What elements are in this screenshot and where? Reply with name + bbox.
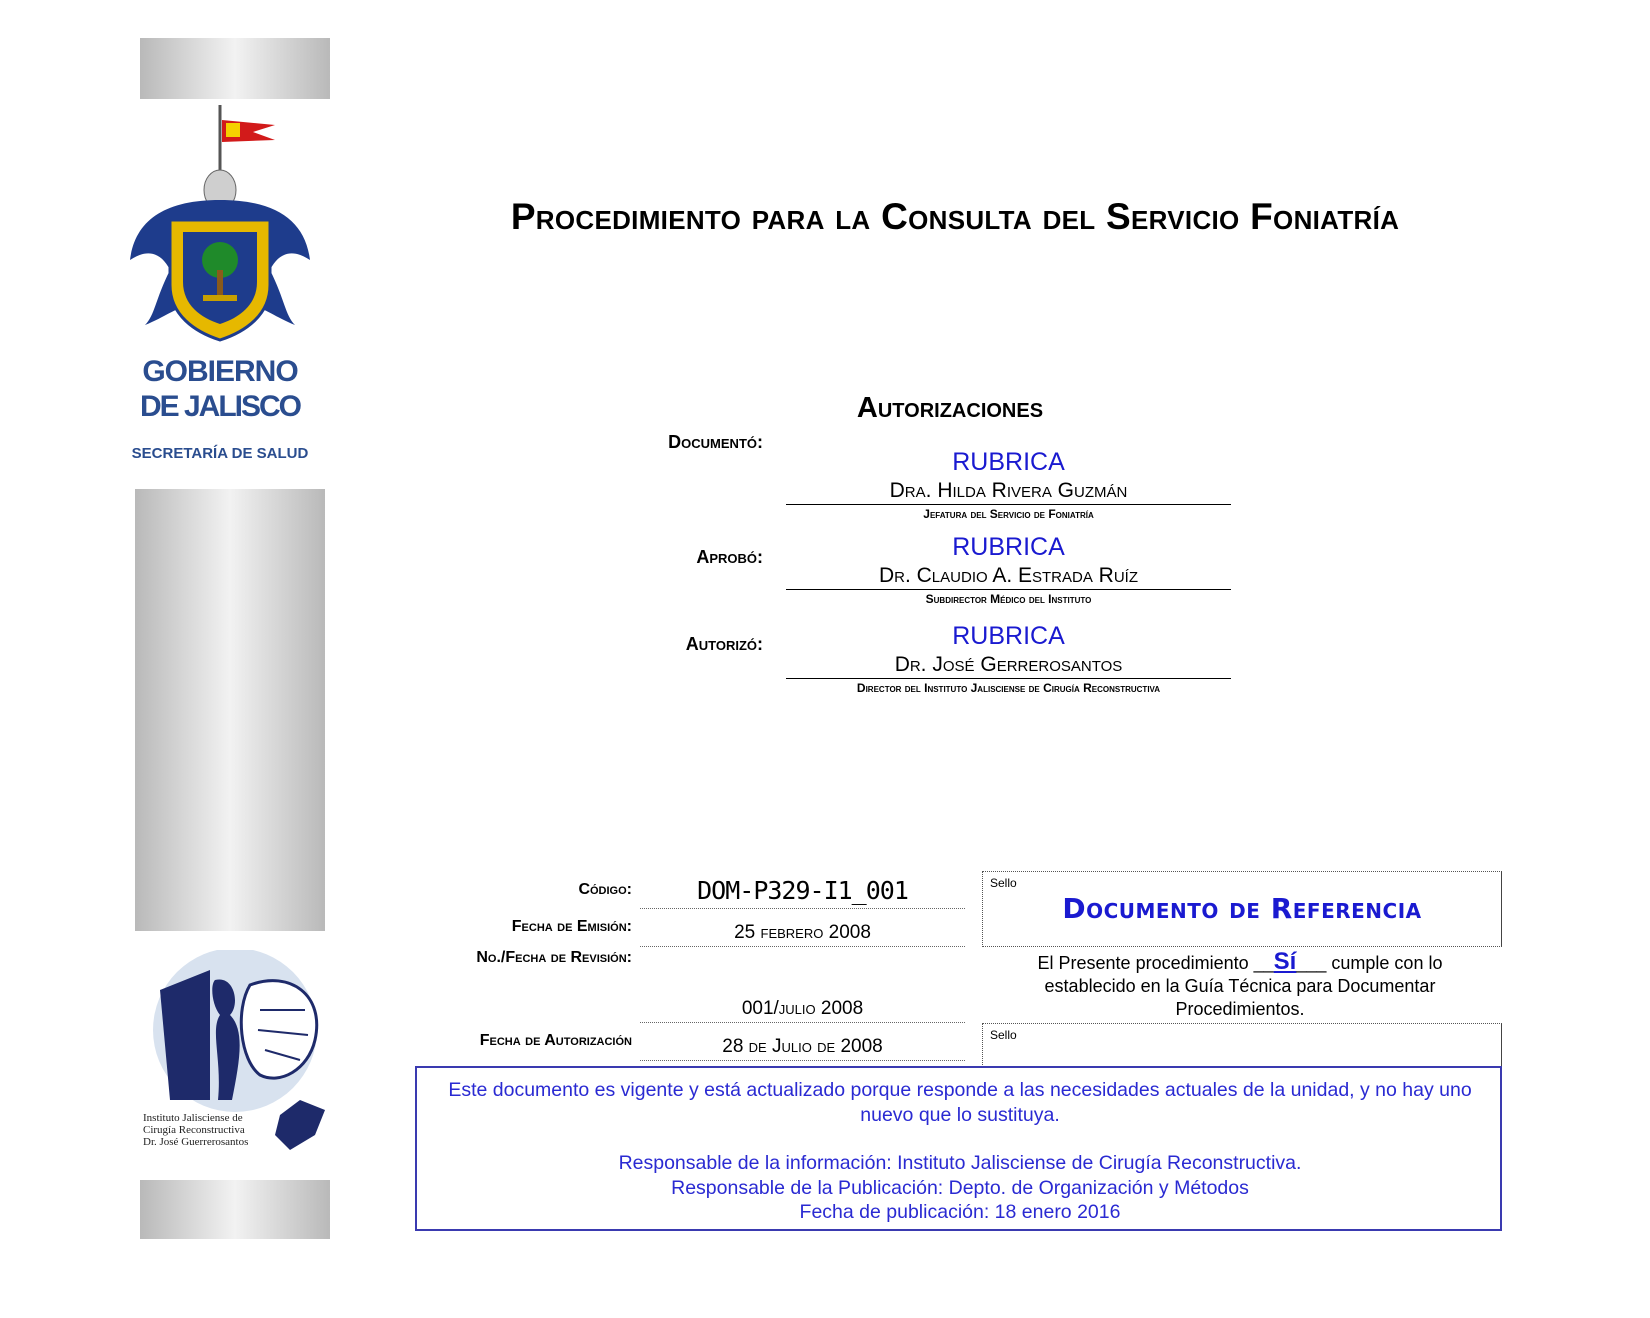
de-jalisco-label: DE JALISCO	[139, 390, 301, 423]
blank-right: ___	[1296, 953, 1327, 973]
revision-label: No./Fecha de Revisión:	[476, 949, 632, 966]
authorizations-heading: Autorizaciones	[856, 392, 1044, 424]
secretaria-label: SECRETARÍA DE SALUD	[131, 445, 309, 462]
signature-line	[786, 589, 1231, 590]
sello-label: Sello	[990, 1028, 1017, 1042]
cumple-text-post: cumple con lo establecido en la Guía Técnica para Documentar Procedimientos.	[1044, 953, 1443, 1019]
institute-name-line2: Cirugía Reconstructiva	[143, 1124, 245, 1136]
rubrica-signature: RUBRICA	[952, 533, 1065, 561]
codigo-value: DOM-P329-I1_001	[697, 876, 908, 905]
emision-underline	[640, 946, 965, 947]
autorizacion-underline	[640, 1060, 965, 1061]
signer-name: Dr. Claudio A. Estrada Ruíz	[878, 564, 1139, 587]
documento-referencia-heading: Documento de Referencia	[1062, 892, 1422, 925]
cumple-statement	[995, 950, 1485, 1021]
fecha-publicacion: Fecha de publicación: 18 enero 2016	[799, 1201, 1121, 1223]
aprobo-label: Aprobó:	[696, 547, 763, 567]
sidebar-top-bar	[140, 38, 330, 99]
sidebar-middle-bar	[135, 489, 325, 931]
blank-left: __	[1253, 953, 1274, 973]
codigo-label: Código:	[578, 881, 632, 898]
signer-role: Subdirector Médico del Instituto	[925, 592, 1092, 606]
fecha-emision-label: Fecha de Emisión:	[511, 918, 632, 935]
sidebar-bottom-bar	[140, 1180, 330, 1239]
institute-name-line3: Dr. José Guerrerosantos	[143, 1136, 249, 1148]
si-answer: Sí	[1273, 948, 1297, 975]
page-title: Procedimiento para la Consulta del Servicio Foniatría	[510, 196, 1400, 237]
sello-label: Sello	[990, 876, 1017, 890]
codigo-underline	[640, 908, 965, 909]
documento-label: Documentó:	[668, 432, 763, 452]
institute-name-line1: Instituto Jalisciense de	[143, 1112, 243, 1124]
signer-role: Director del Instituto Jalisciense de Cirugía Reconstructiva	[856, 681, 1161, 695]
sello-box-stamp	[982, 1023, 1502, 1067]
fecha-autorizacion-label: Fecha de Autorización	[479, 1032, 632, 1049]
responsable-informacion: Responsable de la información: Instituto Jalisciense de Cirugía Reconstructiva.	[618, 1152, 1302, 1174]
signer-name: Dra. Hilda Rivera Guzmán	[889, 479, 1128, 502]
rubrica-signature: RUBRICA	[952, 622, 1065, 650]
responsable-publicacion: Responsable de la Publicación: Depto. de Organización y Métodos	[671, 1177, 1249, 1199]
autorizo-label: Autorizó:	[685, 634, 763, 654]
revision-underline	[640, 1022, 965, 1023]
rubrica-signature: RUBRICA	[952, 448, 1065, 476]
revision-value: 001/julio 2008	[741, 998, 864, 1019]
sello-box-reference	[982, 871, 1502, 947]
signature-line	[786, 504, 1231, 505]
signature-line	[786, 678, 1231, 679]
fecha-emision-value: 25 febrero 2008	[734, 922, 871, 943]
fecha-autorizacion-value: 28 de Julio de 2008	[722, 1036, 883, 1057]
signer-role: Jefatura del Servicio de Foniatría	[923, 507, 1094, 521]
jalisco-coat-of-arms-icon	[125, 100, 315, 350]
gobierno-label: GOBIERNO	[142, 355, 298, 388]
cumple-text-pre: El Presente procedimiento	[1037, 953, 1254, 973]
signer-name: Dr. José Gerrerosantos	[894, 653, 1123, 676]
vigencia-text: Este documento es vigente y está actualizado porque responde a las necesidades actuales de la unidad, y no hay uno nuevo que lo sustituya.	[448, 1079, 1472, 1126]
